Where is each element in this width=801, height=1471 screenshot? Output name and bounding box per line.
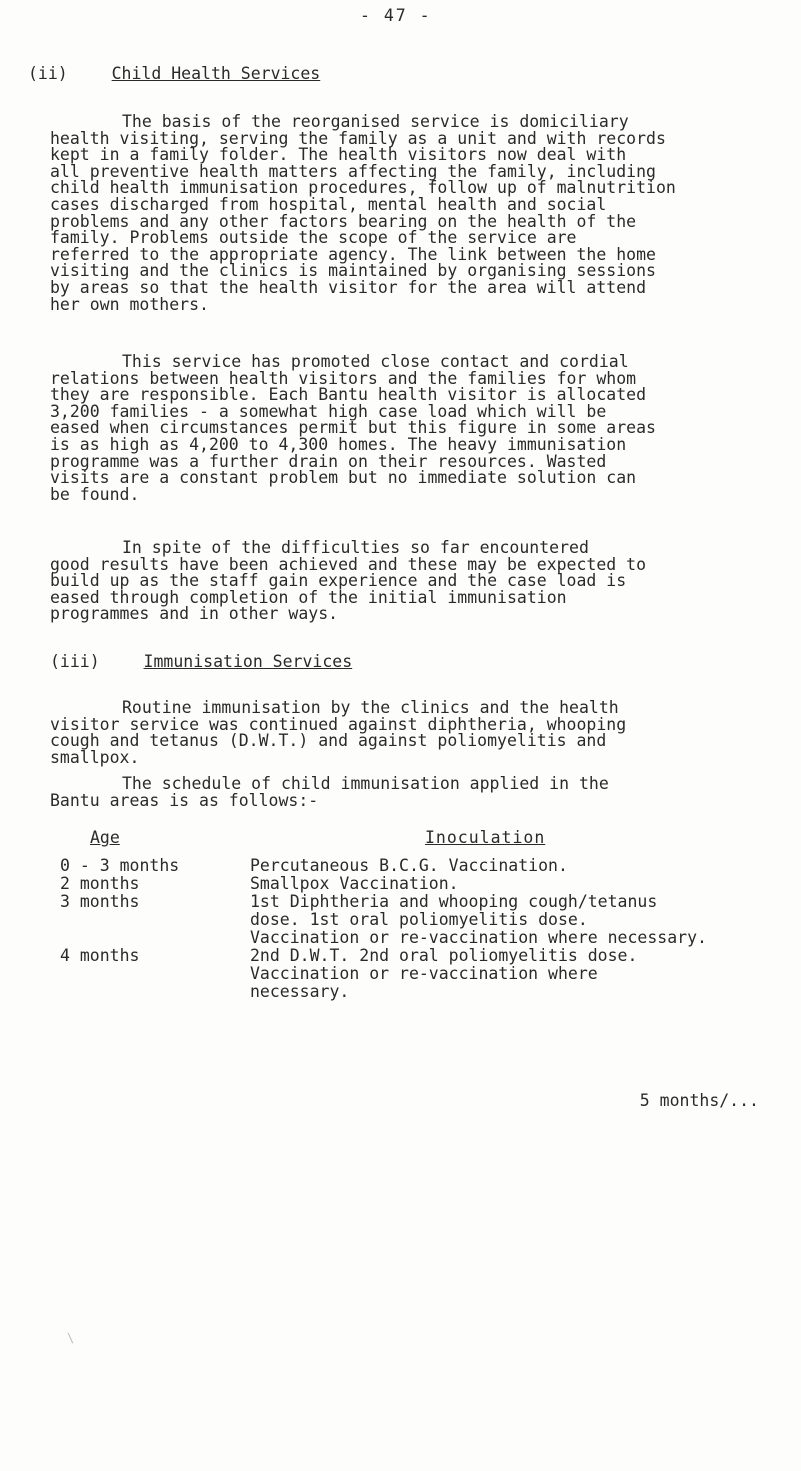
text-line: build up as the staff gain experience and the case load is — [50, 571, 627, 591]
section-ii-numeral: (ii) — [28, 64, 68, 83]
text-line: eased through completion of the initial immunisation — [50, 587, 567, 607]
inoculation-cell: 2nd D.W.T. 2nd oral poliomyelitis dose. — [250, 946, 638, 965]
text-line: eased when circumstances permit but this figure in some areas — [50, 418, 656, 438]
section-ii-paragraph-1 — [50, 114, 801, 313]
text-line: be found. — [50, 484, 140, 504]
section-ii-paragraph-3 — [50, 540, 801, 623]
scan-mark: \ — [67, 1331, 75, 1345]
text-line: problems and any other factors bearing on the health of the — [50, 211, 637, 231]
column-header-age: Age — [90, 828, 120, 847]
text-line: child health immunisation procedures, follow up of malnutrition — [50, 178, 676, 198]
text-line: The schedule of child immunisation applied in the — [122, 774, 609, 793]
section-ii-paragraph-2 — [50, 354, 801, 503]
text-line: cough and tetanus (D.W.T.) and against poliomyelitis and — [50, 731, 607, 751]
text-line: Routine immunisation by the clinics and the health — [122, 698, 619, 717]
inoculation-cell: necessary. — [250, 982, 350, 1001]
text-line: cases discharged from hospital, mental health and social — [50, 194, 607, 214]
inoculation-cell: Percutaneous B.C.G. Vaccination. — [250, 856, 568, 875]
text-line: good results have been achieved and these may be expected to — [50, 554, 647, 574]
continued-marker: 5 months/... — [639, 1091, 759, 1110]
text-line: visiting and the clinics is maintained by organising sessions — [50, 261, 656, 281]
text-line: is as high as 4,200 to 4,300 homes. The heavy immunisation — [50, 434, 627, 454]
section-iii-paragraph-1 — [50, 700, 801, 766]
section-iii-numeral: (iii) — [50, 652, 100, 671]
inoculation-cell: dose. 1st oral poliomyelitis dose. — [250, 910, 588, 929]
text-line: they are responsible. Each Bantu health visitor is allocated — [50, 385, 647, 405]
inoculation-cell: Smallpox Vaccination. — [250, 874, 459, 893]
section-iii-heading — [50, 654, 352, 671]
text-line: family. Problems outside the scope of the service are — [50, 228, 577, 248]
text-line: health visiting, serving the family as a unit and with records — [50, 128, 666, 148]
column-header-inoculation: Inoculation — [425, 828, 546, 847]
page-number: - 47 - — [360, 6, 432, 25]
text-line: Bantu areas is as follows:- — [50, 790, 319, 810]
section-ii-title: Child Health Services — [111, 64, 321, 83]
section-iii-paragraph-2 — [50, 776, 801, 809]
text-line: visits are a constant problem but no immediate solution can — [50, 468, 637, 488]
text-line: In spite of the difficulties so far encountered — [122, 538, 589, 557]
inoculation-cell: Vaccination or re-vaccination where — [250, 964, 598, 983]
text-line: relations between health visitors and the families for whom — [50, 368, 637, 388]
text-line: This service has promoted close contact and cordial — [122, 352, 629, 371]
age-cell: 3 months — [60, 892, 140, 911]
text-line: 3,200 families - a somewhat high case load which will be — [50, 401, 607, 421]
text-line: visitor service was continued against diphtheria, whooping — [50, 714, 627, 734]
inoculation-cell: Vaccination or re-vaccination where necessary. — [250, 928, 707, 947]
text-line: her own mothers. — [50, 294, 209, 314]
text-line: smallpox. — [50, 747, 140, 767]
age-cell: 0 - 3 months — [60, 856, 180, 875]
section-iii-title: Immunisation Services — [143, 652, 353, 671]
text-line: The basis of the reorganised service is domiciliary — [122, 112, 629, 131]
text-line: referred to the appropriate agency. The link between the home — [50, 244, 656, 264]
text-line: programme was a further drain on their resources. Wasted — [50, 451, 607, 471]
text-line: by areas so that the health visitor for the area will attend — [50, 277, 647, 297]
age-cell: 2 months — [60, 874, 140, 893]
text-line: programmes and in other ways. — [50, 604, 339, 624]
section-ii-heading — [28, 66, 320, 83]
text-line: all preventive health matters affecting the family, including — [50, 161, 656, 181]
text-line: kept in a family folder. The health visitors now deal with — [50, 145, 627, 165]
age-cell: 4 months — [60, 946, 140, 965]
inoculation-cell: 1st Diphtheria and whooping cough/tetanus — [250, 892, 658, 911]
